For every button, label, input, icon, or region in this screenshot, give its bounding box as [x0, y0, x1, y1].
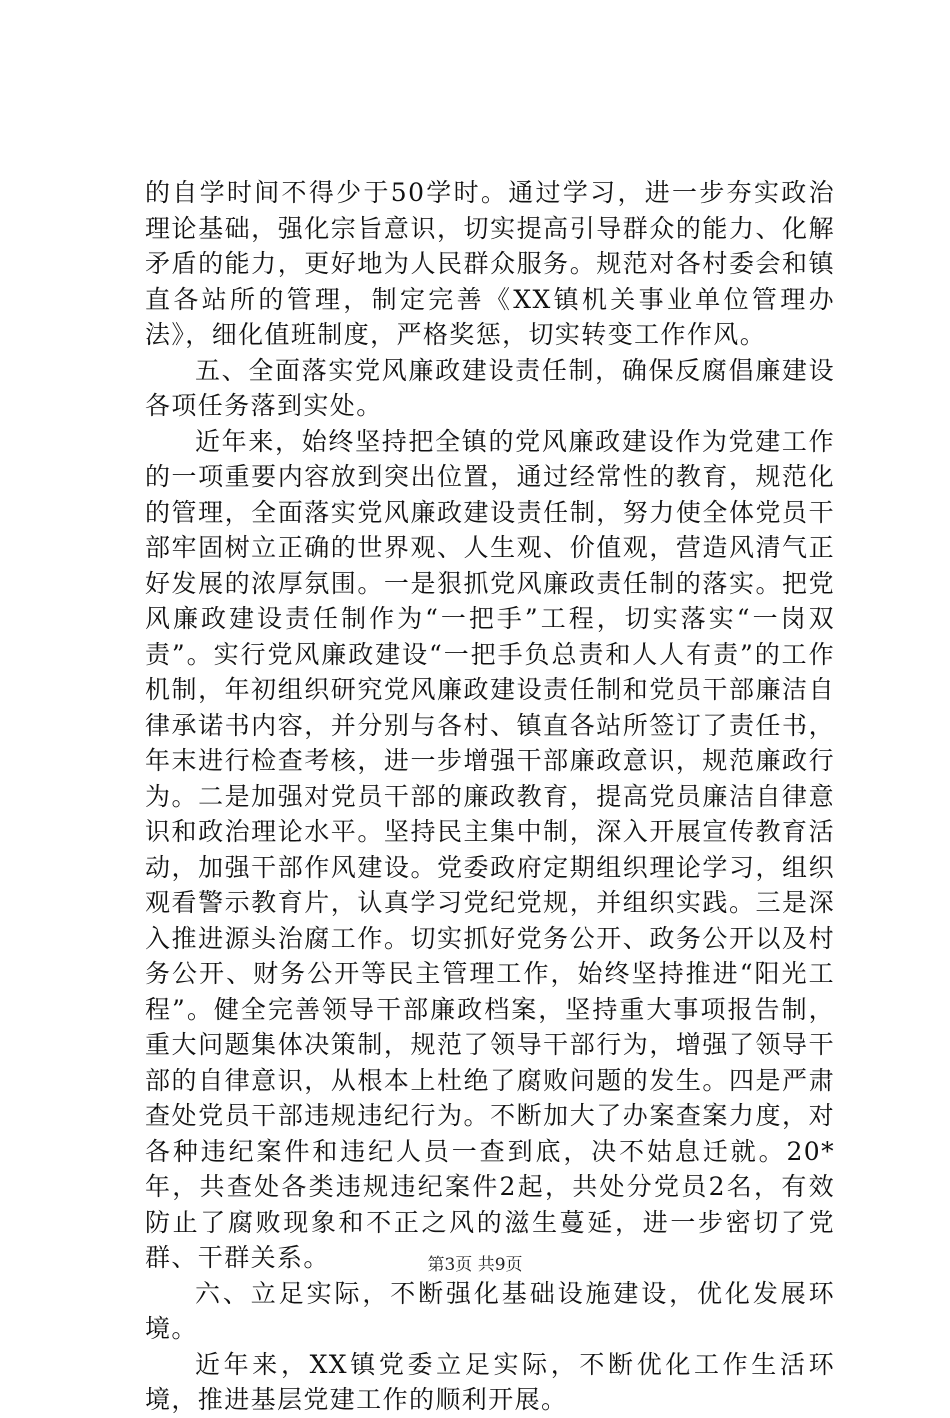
document-body [145, 175, 835, 1418]
paragraph-3: 近年来，始终坚持把全镇的党风廉政建设作为党建工作的一项重要内容放到突出位置，通过经常性的教育，规范化的管理，全面落实党风廉政建设责任制，努力使全体党员干部牢固树立正确的世界观、人生观、价值观，营造风清气正好发展的浓厚氛围。一是狠抓党风廉政责任制的落实。把党风廉政建设责任制作为“一把手”工程，切实落实“一岗双责”。实行党风廉政建设“一把手负总责和人人有责”的工作机制，年初组织研究党风廉政建设责任制和党员干部廉洁自律承诺书内容，并分别与各村、镇直各站所签订了责任书，年末进行检查考核，进一步增强干部廉政意识，规范廉政行为。二是加强对党员干部的廉政教育，提高党员廉洁自律意识和政治理论水平。坚持民主集中制，深入开展宣传教育活动，加强干部作风建设。党委政府定期组织理论学习，组织观看警示教育片，认真学习党纪党规，并组织实践。三是深入推进源头治腐工作。切实抓好党务公开、政务公开以及村务公开、财务公开等民主管理工作，始终坚持推进“阳光工程”。健全完善领导干部廉政档案，坚持重大事项报告制，重大问题集体决策制，规范了领导干部行为，增强了领导干部的自律意识，从根本上杜绝了腐败问题的发生。四是严肃查处党员干部违规违纪行为。不断加大了办案查案力度，对各种违纪案件和违纪人员一查到底，决不姑息迁就。20*年，共查处各类违规违纪案件2起，共处分党员2名，有效防止了腐败现象和不正之风的滋生蔓延，进一步密切了党群、干群关系。 [145, 426, 835, 1272]
section-heading-6: 六、立足实际，不断强化基础设施建设，优化发展环境。 [145, 1278, 835, 1343]
paragraph-5: 近年来，XX镇党委立足实际，不断优化工作生活环境，推进基层党建工作的顺利开展。 [145, 1349, 835, 1414]
paragraph-1: 的自学时间不得少于50学时。通过学习，进一步夯实政治理论基础，强化宗旨意识，切实提高引导群众的能力、化解矛盾的能力，更好地为人民群众服务。规范对各村委会和镇直各站所的管理，制定完善《XX镇机关事业单位管理办法》，细化值班制度，严格奖惩，切实转变工作作风。 [145, 178, 835, 349]
page-footer: 第3页 共9页 [427, 1255, 523, 1275]
section-heading-5: 五、全面落实党风廉政建设责任制，确保反腐倡廉建设各项任务落到实处。 [145, 355, 835, 420]
